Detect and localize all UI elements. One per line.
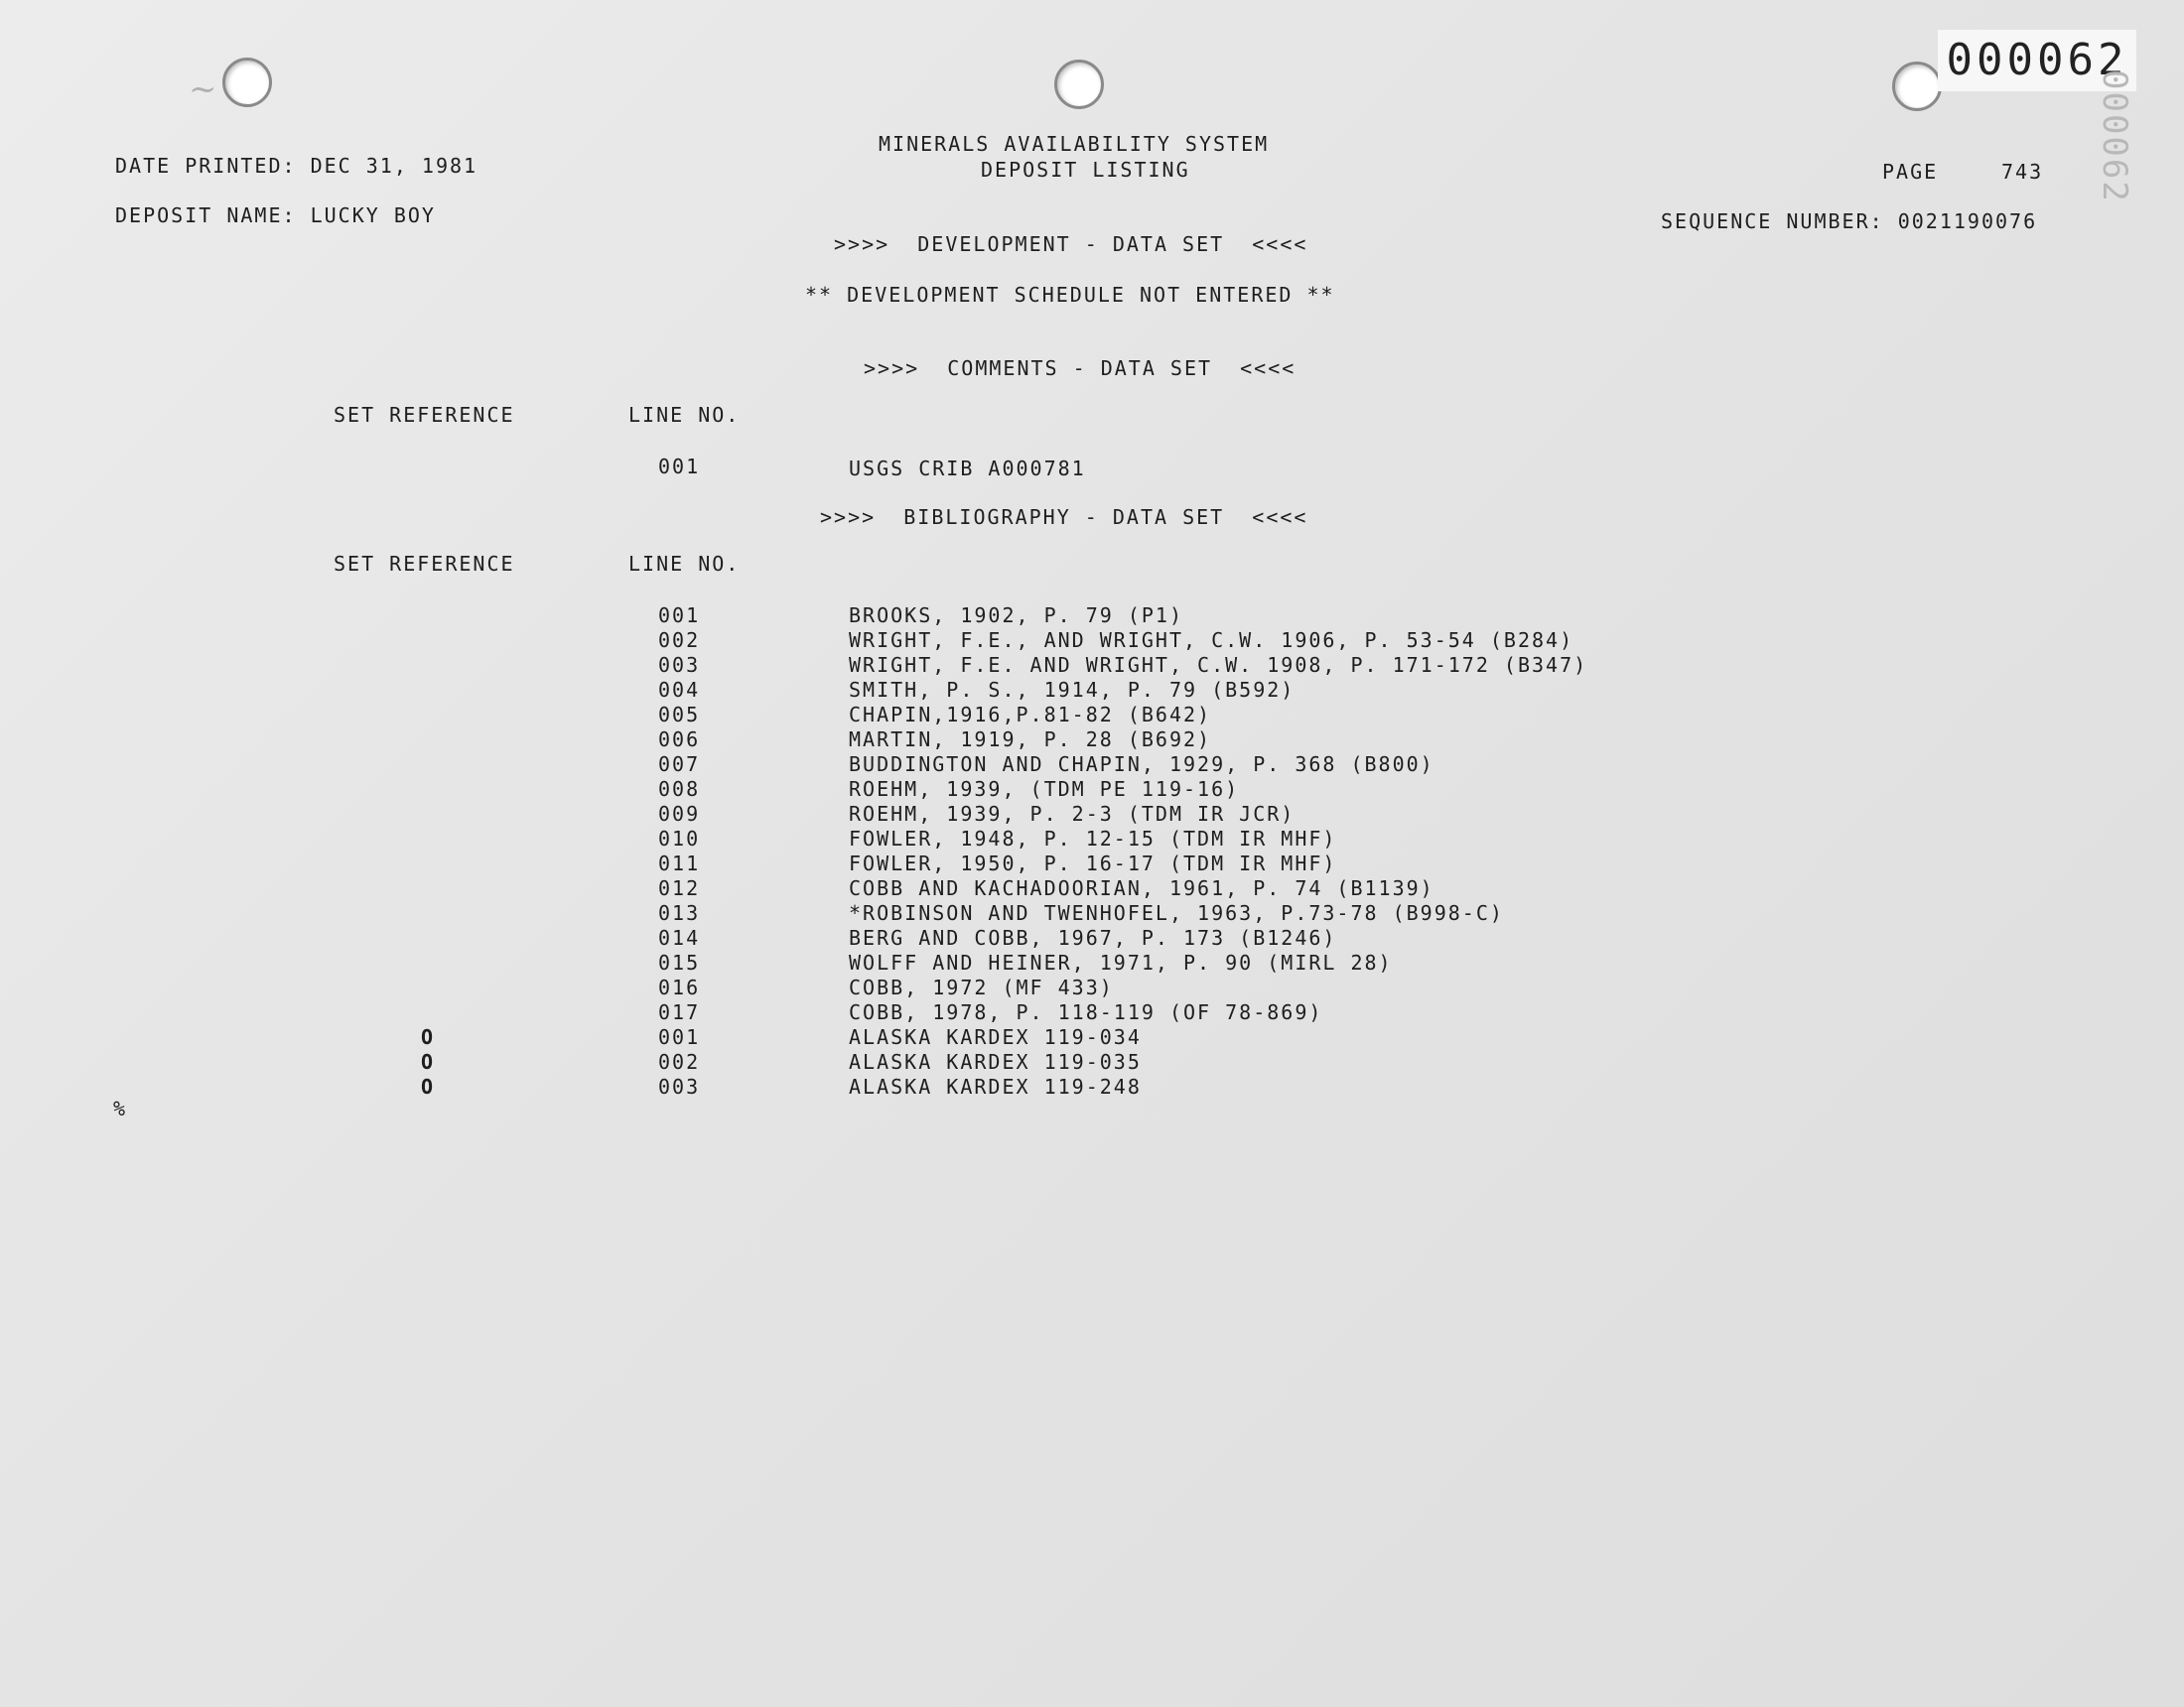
line-no-cell: 003 [658,653,701,677]
table-row [0,1027,2184,1052]
citation-cell: FOWLER, 1948, P. 12-15 (TDM IR MHF) [849,827,1337,851]
table-row [0,953,2184,978]
citation-cell: *ROBINSON AND TWENHOFEL, 1963, P.73-78 (B998-C) [849,901,1504,925]
line-no-cell: 005 [658,703,701,726]
set-reference-cell: O [421,1025,436,1049]
table-row [0,680,2184,705]
system-title: MINERALS AVAILABILITY SYSTEM [879,132,1270,156]
citation-cell: FOWLER, 1950, P. 16-17 (TDM IR MHF) [849,852,1337,875]
citation-cell: COBB AND KACHADOORIAN, 1961, P. 74 (B1139) [849,876,1434,900]
end-marker: % [113,1097,128,1120]
table-row [0,754,2184,779]
page-label: PAGE [1882,160,1939,184]
line-no-cell: 009 [658,802,701,826]
table-row [0,804,2184,829]
line-no-cell: 016 [658,976,701,999]
table-row [0,829,2184,854]
line-no-cell: 006 [658,727,701,751]
punch-hole-left [222,58,272,107]
bibliography-heading: >>>> BIBLIOGRAPHY - DATA SET <<<< [820,505,1308,529]
citation-cell: BERG AND COBB, 1967, P. 173 (B1246) [849,926,1337,950]
set-reference-cell: O [421,1075,436,1099]
citation-cell: WRIGHT, F.E. AND WRIGHT, C.W. 1908, P. 171-172 (B347) [849,653,1588,677]
line-no-cell: 002 [658,628,701,652]
page-number: 743 [2001,160,2044,184]
punch-hole-right [1892,62,1942,111]
line-no-cell: 015 [658,951,701,975]
citation-cell: WRIGHT, F.E., AND WRIGHT, C.W. 1906, P. 53-54 (B284) [849,628,1574,652]
citation-cell: COBB, 1972 (MF 433) [849,976,1114,999]
table-row [0,655,2184,680]
bibliography-col-set-reference: SET REFERENCE [334,552,515,576]
line-no-cell: 001 [658,603,701,627]
table-row [0,1002,2184,1027]
line-no-cell: 014 [658,926,701,950]
line-no-cell: 001 [658,1025,701,1049]
comments-heading: >>>> COMMENTS - DATA SET <<<< [864,356,1297,380]
citation-cell: BROOKS, 1902, P. 79 (P1) [849,603,1183,627]
citation-cell: ROEHM, 1939, P. 2-3 (TDM IR JCR) [849,802,1296,826]
citation-cell: COBB, 1978, P. 118-119 (OF 78-869) [849,1000,1323,1024]
deposit-name: DEPOSIT NAME: LUCKY BOY [115,203,436,227]
line-no-cell: 012 [658,876,701,900]
table-row [0,1052,2184,1077]
comment-line-no: 001 [658,455,701,478]
line-no-cell: 008 [658,777,701,801]
table-row [0,779,2184,804]
punch-hole-center [1054,60,1104,109]
comments-col-line-no: LINE NO. [628,403,741,427]
table-row [0,1077,2184,1102]
pencil-mark: ~ [189,69,217,109]
citation-cell: ALASKA KARDEX 119-035 [849,1050,1142,1074]
sequence-number: SEQUENCE NUMBER: 0021190076 [1661,209,2038,233]
bibliography-col-line-no: LINE NO. [628,552,741,576]
table-row [0,605,2184,630]
line-no-cell: 002 [658,1050,701,1074]
citation-cell: WOLFF AND HEINER, 1971, P. 90 (MIRL 28) [849,951,1393,975]
citation-cell: ALASKA KARDEX 119-248 [849,1075,1142,1099]
date-printed: DATE PRINTED: DEC 31, 1981 [115,154,478,178]
table-row [0,630,2184,655]
citation-cell: SMITH, P. S., 1914, P. 79 (B592) [849,678,1296,702]
citation-cell: ROEHM, 1939, (TDM PE 119-16) [849,777,1240,801]
line-no-cell: 004 [658,678,701,702]
table-row [0,878,2184,903]
stamp-number: 000062 [1938,30,2136,91]
citation-cell: CHAPIN,1916,P.81-82 (B642) [849,703,1212,726]
citation-cell: ALASKA KARDEX 119-034 [849,1025,1142,1049]
comment-text: USGS CRIB A000781 [849,457,1086,480]
line-no-cell: 017 [658,1000,701,1024]
citation-cell: MARTIN, 1919, P. 28 (B692) [849,727,1212,751]
citation-cell: BUDDINGTON AND CHAPIN, 1929, P. 368 (B800) [849,752,1434,776]
line-no-cell: 010 [658,827,701,851]
table-row [0,854,2184,878]
table-row [0,705,2184,729]
side-stamp-number: 000062 [2095,69,2134,203]
development-note: ** DEVELOPMENT SCHEDULE NOT ENTERED ** [805,283,1335,307]
line-no-cell: 011 [658,852,701,875]
line-no-cell: 013 [658,901,701,925]
set-reference-cell: O [421,1050,436,1074]
table-row [0,903,2184,928]
comments-col-set-reference: SET REFERENCE [334,403,515,427]
line-no-cell: 003 [658,1075,701,1099]
listing-title: DEPOSIT LISTING [981,158,1190,182]
table-row [0,928,2184,953]
development-heading: >>>> DEVELOPMENT - DATA SET <<<< [834,232,1308,256]
table-row [0,729,2184,754]
table-row [0,978,2184,1002]
line-no-cell: 007 [658,752,701,776]
